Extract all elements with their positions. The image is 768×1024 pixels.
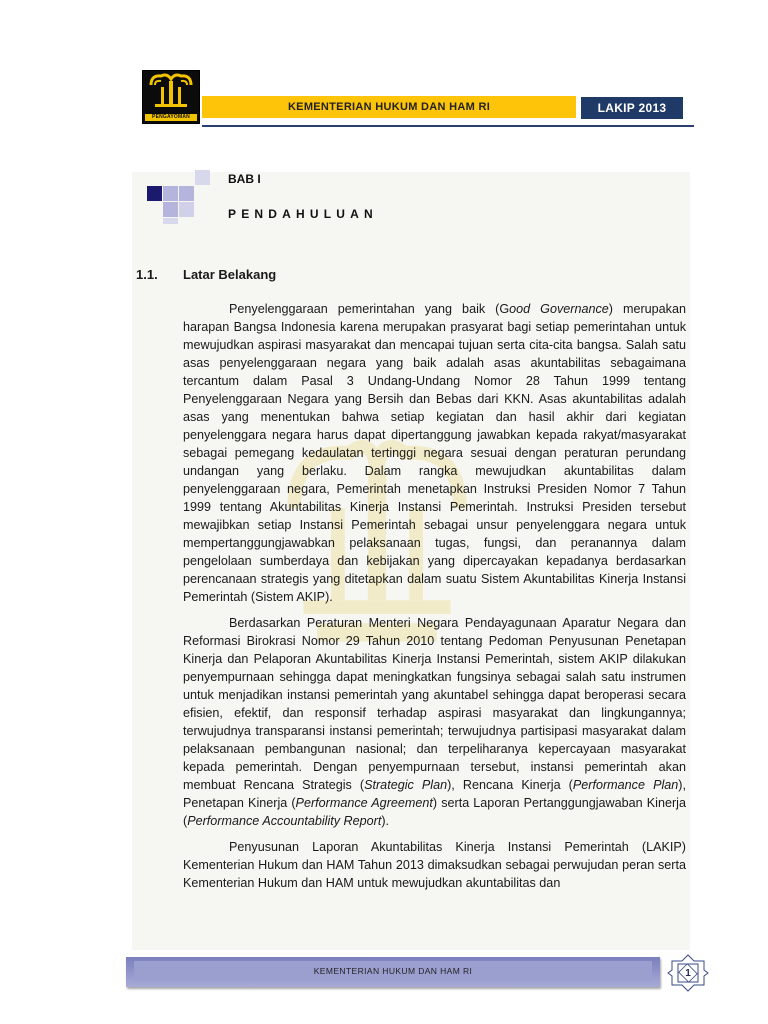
ministry-logo — [142, 70, 200, 124]
pengayoman-tree-icon — [143, 71, 199, 113]
chapter-number: BAB I — [228, 172, 261, 186]
section-title: Latar Belakang — [183, 267, 277, 282]
square-dark — [147, 186, 162, 201]
square-light — [179, 202, 194, 217]
text-run: Penyelenggaraan pemerintahan yang baik (G — [229, 302, 510, 316]
paragraph-1 — [183, 300, 686, 606]
body-text — [183, 300, 686, 900]
header-report-badge: LAKIP 2013 — [581, 97, 683, 119]
text-run: ), Penetapan Kinerja ( — [183, 778, 686, 810]
header-ministry-bar: KEMENTERIAN HUKUM DAN HAM RI — [202, 96, 576, 118]
square-light — [179, 186, 194, 201]
decorative-squares — [147, 170, 211, 224]
italic-term: ood Governance — [509, 302, 609, 316]
square-light — [195, 170, 210, 185]
text-run: ), Rencana Kinerja ( — [447, 778, 573, 792]
footer-ministry-label: KEMENTERIAN HUKUM DAN HAM RI — [134, 961, 652, 981]
text-run: ). — [381, 814, 390, 828]
italic-term: Performance Agreement — [295, 796, 433, 810]
square-light — [163, 202, 178, 217]
section-number: 1.1. — [136, 267, 158, 282]
page-number: 1 — [685, 967, 691, 979]
square-light — [163, 218, 178, 224]
italic-term: Performance Accountability Report — [187, 814, 382, 828]
text-run: Penyusunan Laporan Akuntabilitas Kinerja Instansi Pemerintah (LAKIP) Kementerian Hukum dan HAM Tahun 2013 dimaksudkan sebagai perwujudan peran serta Kementerian Hukum dan HAM untuk mewujudkan akuntabilitas dan — [183, 840, 686, 890]
text-run: ) serta Laporan Pertanggungjawaban Kinerja ( — [183, 796, 686, 828]
text-run: Berdasarkan Peraturan Menteri Negara Pendayagunaan Aparatur Negara dan Reformasi Birokrasi Nomor 29 Tahun 2010 tentang Pedoman Penyusunan Penetapan Kinerja dan Pelaporan Akuntabilitas Kinerja Instansi Pemerintah, sistem AKIP dilakukan penyempurnaan sehingga dapat meningkatkan fungsinya sebagai salah satu instrumen untuk menjadikan instansi pemerintah yang akuntabel sehingga dapat beroperasi secara efisien, efektif, dan responsif terhadap aspirasi masyarakat dan lingkungannya; terwujudnya transparansi instansi pemerintah; terwujudnya partisipasi masyarakat dalam pelaksanaan pembangunan nasional; dan terpeliharanya kepercayaan masyarakat kepada pemerintah. Dengan penyempurnaan tersebut, instansi pemerintah akan membuat Rencana Strategis ( — [183, 616, 686, 792]
square-light — [163, 186, 178, 201]
paragraph-3 — [183, 838, 686, 892]
italic-term: Strategic Plan — [364, 778, 448, 792]
italic-term: Performance Plan — [572, 778, 679, 792]
chapter-title: PENDAHULUAN — [228, 207, 378, 221]
header-divider — [202, 125, 694, 127]
paragraph-2 — [183, 614, 686, 830]
logo-label: PENGAYOMAN — [145, 114, 197, 121]
text-run: ) merupakan harapan Bangsa Indonesia karena merupakan prasyarat bagi setiap pemerintahan untuk mewujudkan aspirasi masyarakat dan mencapai tujuan serta cita-cita bangsa. Salah satu asas penyelenggaraan negara yang baik adalah asas akuntabilitas sebagaimana tercantum dalam Pasal 3 Undang-Undang Nomor 28 Tahun 1999 tentang Penyelenggaraan Negara yang Bersih dan Bebas dari KKN. Asas akuntabilitas adalah asas yang menentukan bahwa setiap kegiatan dan hasil akhir dari kegiatan penyelenggara negara harus dapat dipertanggung jawabkan kepada rakyat/masyarakat sebagai pemegang kedaulatan tertinggi negara sesuai dengan peraturan perundang undangan yang berlaku. Dalam rangka mewujudkan akuntabilitas dalam penyelenggaraan negara, Pemerintah menetapkan Instruksi Presiden Nomor 7 Tahun 1999 tentang Akuntabilitas Kinerja Instansi Pemerintah. Instruksi Presiden tersebut mewajibkan setiap Instansi Pemerintah sebagai unsur penyelenggara negara untuk mempertanggungjawabkan pelaksanaan tugas, fungsi, dan peranannya dalam pengelolaan sumberdaya dan kebijakan yang dipercayakan kepadanya berdasarkan perencanaan strategis yang ditetapkan dalam suatu Sistem Akuntabilitas Kinerja Instansi Pemerintah (Sistem AKIP). — [183, 302, 686, 604]
